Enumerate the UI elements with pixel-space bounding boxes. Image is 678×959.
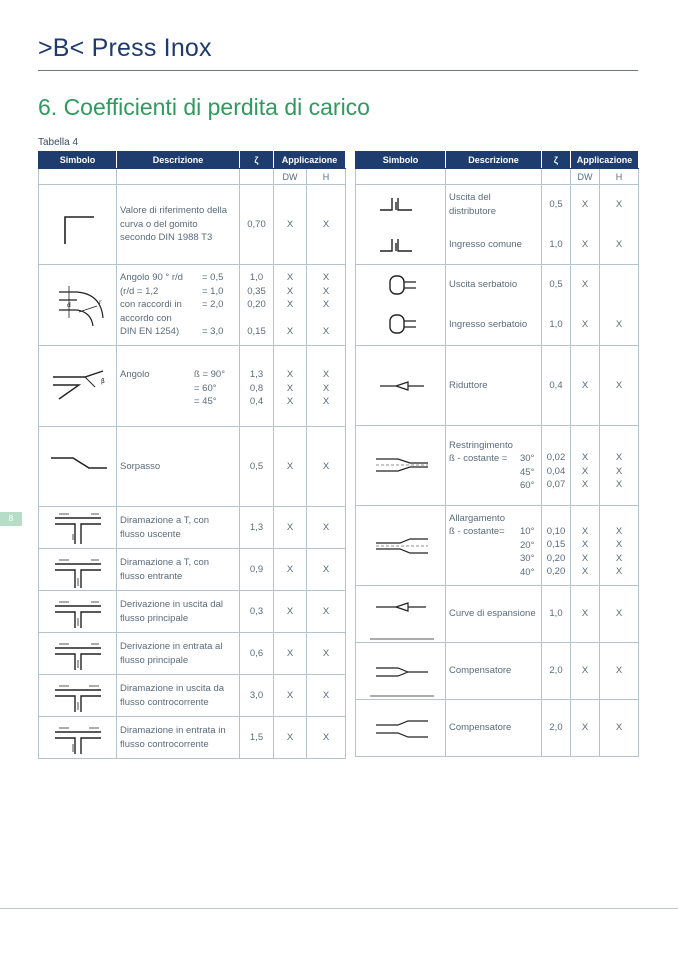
row-dw: X [274, 185, 307, 265]
row-zeta: 0,10 0,15 0,20 0,20 [542, 506, 571, 586]
row-zeta: 1,5 [240, 717, 274, 759]
row-zeta: 0,5 [240, 427, 274, 507]
table-row [39, 549, 346, 591]
expansion-icon [356, 507, 444, 585]
table-row [356, 643, 639, 700]
row-h: X X X [600, 426, 639, 506]
row-h [600, 265, 639, 305]
table-row [39, 185, 346, 265]
row-description: Sorpasso [117, 427, 240, 507]
row-zeta: 0,70 [240, 185, 274, 265]
bypass-icon [39, 428, 115, 506]
footer-divider [0, 908, 678, 909]
row-h: X X X X [600, 506, 639, 586]
row-zeta: 1,0 [542, 305, 571, 346]
row-h: X [600, 346, 639, 426]
row-zeta: 0,4 [542, 346, 571, 426]
row-description: Diramazione a T, con flusso uscente [117, 507, 240, 549]
table-row [356, 265, 639, 305]
expansion-loop-icon [356, 587, 444, 642]
row-description: Ingresso comune [446, 225, 542, 265]
row-h: X [307, 633, 346, 675]
reducer-icon [356, 347, 444, 425]
row-dw: X [274, 633, 307, 675]
row-description: Diramazione in uscita da flusso controcorrente [117, 675, 240, 717]
row-dw: X X X X [274, 265, 307, 346]
col-header-simbolo: Simbolo [356, 152, 446, 169]
table-row [39, 265, 346, 346]
tank-inlet-icon [356, 305, 444, 344]
row-description: Valore di riferimento della curva o del gomito secondo DIN 1988 T3 [117, 185, 240, 265]
row-description: Compensatore [446, 643, 542, 700]
row-h: X [307, 717, 346, 759]
row-zeta: 0,9 [240, 549, 274, 591]
row-zeta: 1,3 0,8 0,4 [240, 346, 274, 427]
row-zeta: 2,0 [542, 700, 571, 757]
row-description: Allargamento ß - costante= 10° 20° 30° 40° [446, 506, 542, 586]
row-dw: X [571, 305, 600, 346]
row-dw: X X X X [571, 506, 600, 586]
table-row [356, 346, 639, 426]
table-row [39, 346, 346, 427]
row-zeta: 1,0 [542, 225, 571, 265]
tank-outlet-icon [356, 266, 444, 304]
row-description: Curve di espansione [446, 586, 542, 643]
section-title: 6. Coefficienti di perdita di carico [38, 94, 370, 120]
row-h: X X X X [307, 265, 346, 346]
row-dw: X [274, 675, 307, 717]
row-h: X [600, 586, 639, 643]
row-dw: X X X [571, 426, 600, 506]
table-row [356, 586, 639, 643]
svg-text:r: r [99, 298, 102, 306]
page-tab-marker: 8 [0, 512, 22, 526]
col-header-h: H [307, 169, 346, 185]
row-dw: X [274, 507, 307, 549]
row-description: Compensatore [446, 700, 542, 757]
counterflow-outlet-icon [39, 676, 115, 716]
row-h: X X X [307, 346, 346, 427]
table-row [39, 675, 346, 717]
row-h: X [600, 643, 639, 700]
compensator-icon [356, 701, 444, 756]
row-h: X [307, 549, 346, 591]
row-zeta: 0,5 [542, 265, 571, 305]
table-row [39, 717, 346, 759]
row-description: Angolo ß = 90° = 60° = 45° [117, 346, 240, 427]
row-dw: X [571, 643, 600, 700]
col-header-zeta: ζ [542, 152, 571, 169]
compensator-icon [356, 644, 444, 699]
table-row [356, 225, 639, 265]
row-description: Restringimento ß - costante = 30° 45° 60° [446, 426, 542, 506]
row-h: X [307, 427, 346, 507]
row-description: Ingresso serbatoio [446, 305, 542, 346]
row-dw: X [571, 700, 600, 757]
row-zeta: 0,3 [240, 591, 274, 633]
table-row [39, 427, 346, 507]
row-description: Uscita serbatoio [446, 265, 542, 305]
loss-coefficient-table-right [355, 151, 639, 757]
row-dw: X [274, 549, 307, 591]
col-header-descrizione: Descrizione [117, 152, 240, 169]
row-description: Diramazione in entrata in flusso controcorrente [117, 717, 240, 759]
row-dw: X [274, 717, 307, 759]
row-zeta: 1,3 [240, 507, 274, 549]
row-zeta: 3,0 [240, 675, 274, 717]
loss-coefficient-table-left [38, 151, 346, 759]
col-header-simbolo: Simbolo [39, 152, 117, 169]
table-caption: Tabella 4 [38, 137, 79, 148]
table-row [356, 700, 639, 757]
table-row [39, 633, 346, 675]
row-h: X [307, 675, 346, 717]
row-zeta: 0,6 [240, 633, 274, 675]
row-dw: X [571, 586, 600, 643]
row-description: Derivazione in uscita dal flusso principale [117, 591, 240, 633]
row-zeta: 1,0 0,35 0,20 0,15 [240, 265, 274, 346]
row-h: X [600, 305, 639, 346]
row-dw: X [571, 185, 600, 225]
table-row [39, 591, 346, 633]
col-header-descrizione: Descrizione [446, 152, 542, 169]
row-description: Riduttore [446, 346, 542, 426]
common-inlet-icon [356, 225, 444, 263]
col-header-zeta: ζ [240, 152, 274, 169]
row-zeta: 1,0 [542, 586, 571, 643]
row-description: Uscita del distributore [446, 185, 542, 225]
brand-logo-text: >B< Press Inox [38, 34, 212, 62]
row-h: X [600, 700, 639, 757]
row-h: X [600, 225, 639, 265]
branch-outlet-icon [39, 592, 115, 632]
angle-bend-icon [39, 347, 115, 426]
row-dw: X X X [274, 346, 307, 427]
row-h: X [600, 185, 639, 225]
row-h: X [307, 507, 346, 549]
table-row [356, 305, 639, 346]
col-header-dw: DW [571, 169, 600, 185]
counterflow-inlet-icon [39, 718, 115, 758]
row-dw: X [571, 265, 600, 305]
col-header-applicazione: Applicazione [274, 152, 346, 169]
bend-radius-icon [39, 266, 115, 345]
col-header-applicazione: Applicazione [571, 152, 639, 169]
row-description: Diramazione a T, con flusso entrante [117, 549, 240, 591]
tee-inflow-icon [39, 550, 115, 590]
row-dw: X [274, 427, 307, 507]
row-dw: X [274, 591, 307, 633]
col-header-dw: DW [274, 169, 307, 185]
table-row [356, 506, 639, 586]
row-h: X [307, 591, 346, 633]
table-row [39, 507, 346, 549]
row-h: X [307, 185, 346, 265]
col-header-h: H [600, 169, 639, 185]
svg-text:β: β [101, 377, 105, 385]
row-zeta: 2,0 [542, 643, 571, 700]
contraction-icon [356, 427, 444, 505]
header-divider [38, 70, 638, 71]
row-dw: X [571, 346, 600, 426]
distributor-outlet-icon [356, 186, 444, 224]
svg-text:d: d [67, 301, 71, 309]
elbow-reference-icon [39, 186, 115, 264]
table-row [356, 185, 639, 225]
row-description: Angolo 90 ° r/d = 0,5 (r/d = 1,2 = 1,0 con raccordi in = 2,0 accordo con DIN EN 1254) = 3,0 [117, 265, 240, 346]
table-row [356, 426, 639, 506]
row-zeta: 0,5 [542, 185, 571, 225]
row-description: Derivazione in entrata al flusso principale [117, 633, 240, 675]
tee-outflow-icon [39, 508, 115, 548]
row-zeta: 0,02 0,04 0,07 [542, 426, 571, 506]
branch-inlet-icon [39, 634, 115, 674]
row-dw: X [571, 225, 600, 265]
